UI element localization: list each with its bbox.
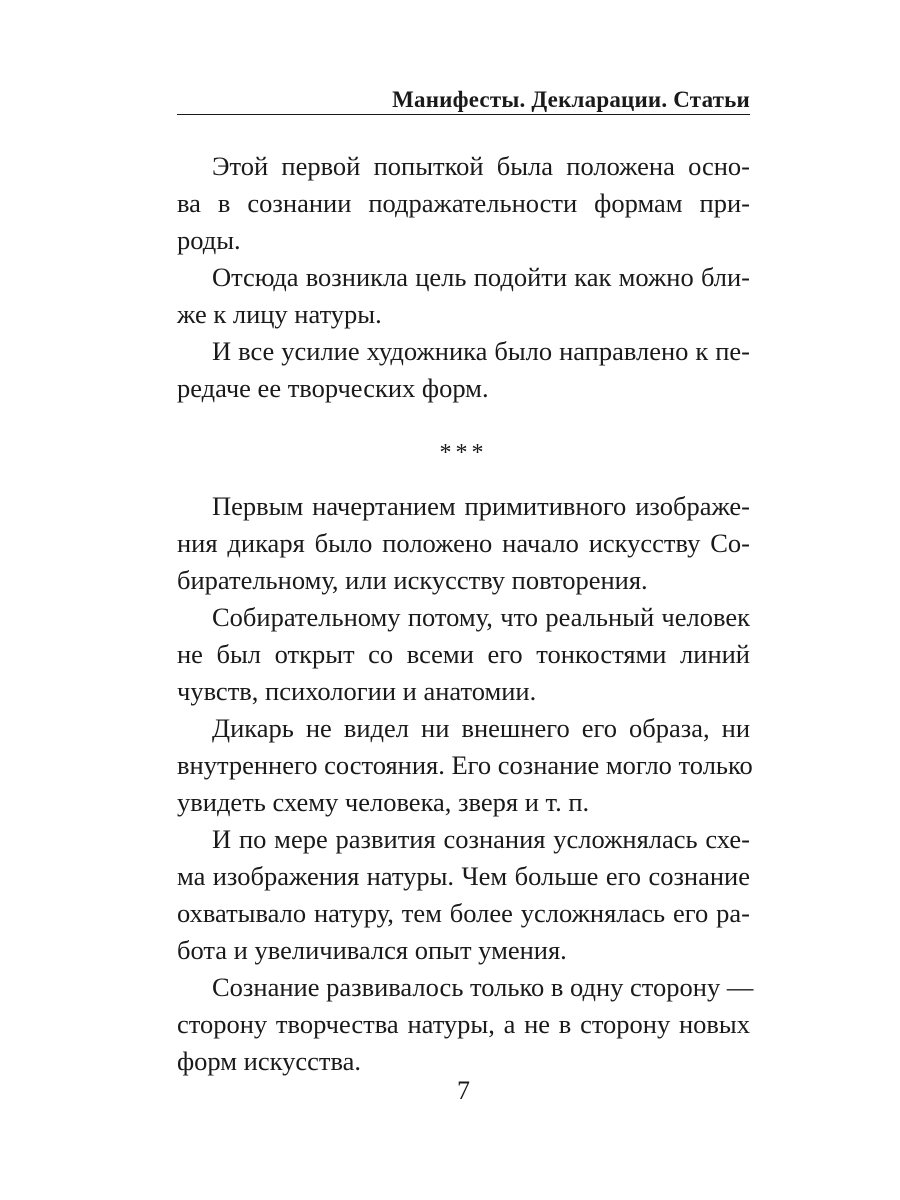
page-number: 7 bbox=[457, 1076, 470, 1105]
section-separator: *** bbox=[439, 440, 488, 466]
text-line: И по мере развития сознания усложнялась схе- bbox=[212, 824, 750, 854]
text-line: Отсюда возникла цель подойти как можно бли- bbox=[212, 262, 750, 292]
paragraph bbox=[177, 821, 750, 969]
paragraph bbox=[177, 333, 750, 407]
text-line: Первым начертанием примитивного изображе- bbox=[212, 491, 750, 521]
paragraph bbox=[177, 599, 750, 710]
text-line: форм искусства. bbox=[177, 1046, 362, 1076]
text-line: чувств, психологии и анатомии. bbox=[177, 676, 537, 706]
text-line: ния дикаря было положено начало искусству Со- bbox=[177, 528, 750, 558]
text-line: бота и увеличивался опыт умения. bbox=[177, 935, 567, 965]
paragraph bbox=[177, 969, 754, 1080]
paragraph bbox=[177, 488, 750, 599]
text-line: бирательному, или искусству повторения. bbox=[177, 565, 648, 595]
text-line: Собирательному потому, что реальный человек bbox=[212, 602, 750, 632]
text-line: роды. bbox=[177, 225, 241, 255]
text-line: Сознание развивалось только в одну сторону — bbox=[212, 972, 754, 1002]
text-line: охватывало натуру, тем более усложнялась его ра- bbox=[177, 898, 750, 928]
text-line: не был открыт со всеми его тонкостями линий bbox=[177, 639, 750, 669]
text-block-1 bbox=[177, 148, 750, 407]
text-line: редаче ее творческих форм. bbox=[177, 373, 489, 403]
running-head: Манифесты. Декларации. Статьи bbox=[392, 87, 750, 112]
text-line: ва в сознании подражательности формам при- bbox=[177, 188, 750, 218]
paragraph bbox=[177, 710, 753, 821]
text-line: Этой первой попыткой была положена осно- bbox=[212, 151, 750, 181]
text-line: же к лицу натуры. bbox=[177, 299, 382, 329]
text-line: сторону творчества натуры, а не в сторону новых bbox=[177, 1009, 750, 1039]
header-rule bbox=[177, 114, 750, 115]
text-line: внутреннего состояния. Его сознание могло только bbox=[177, 750, 753, 780]
text-line: И все усилие художника было направлено к пе- bbox=[212, 336, 750, 366]
text-line: увидеть схему человека, зверя и т. п. bbox=[177, 787, 590, 817]
paragraph bbox=[177, 148, 750, 259]
text-line: Дикарь не видел ни внешнего его образа, ни bbox=[212, 713, 750, 743]
paragraph bbox=[177, 259, 750, 333]
text-line: ма изображения натуры. Чем больше его сознание bbox=[177, 861, 750, 891]
text-block-2 bbox=[177, 488, 754, 1080]
